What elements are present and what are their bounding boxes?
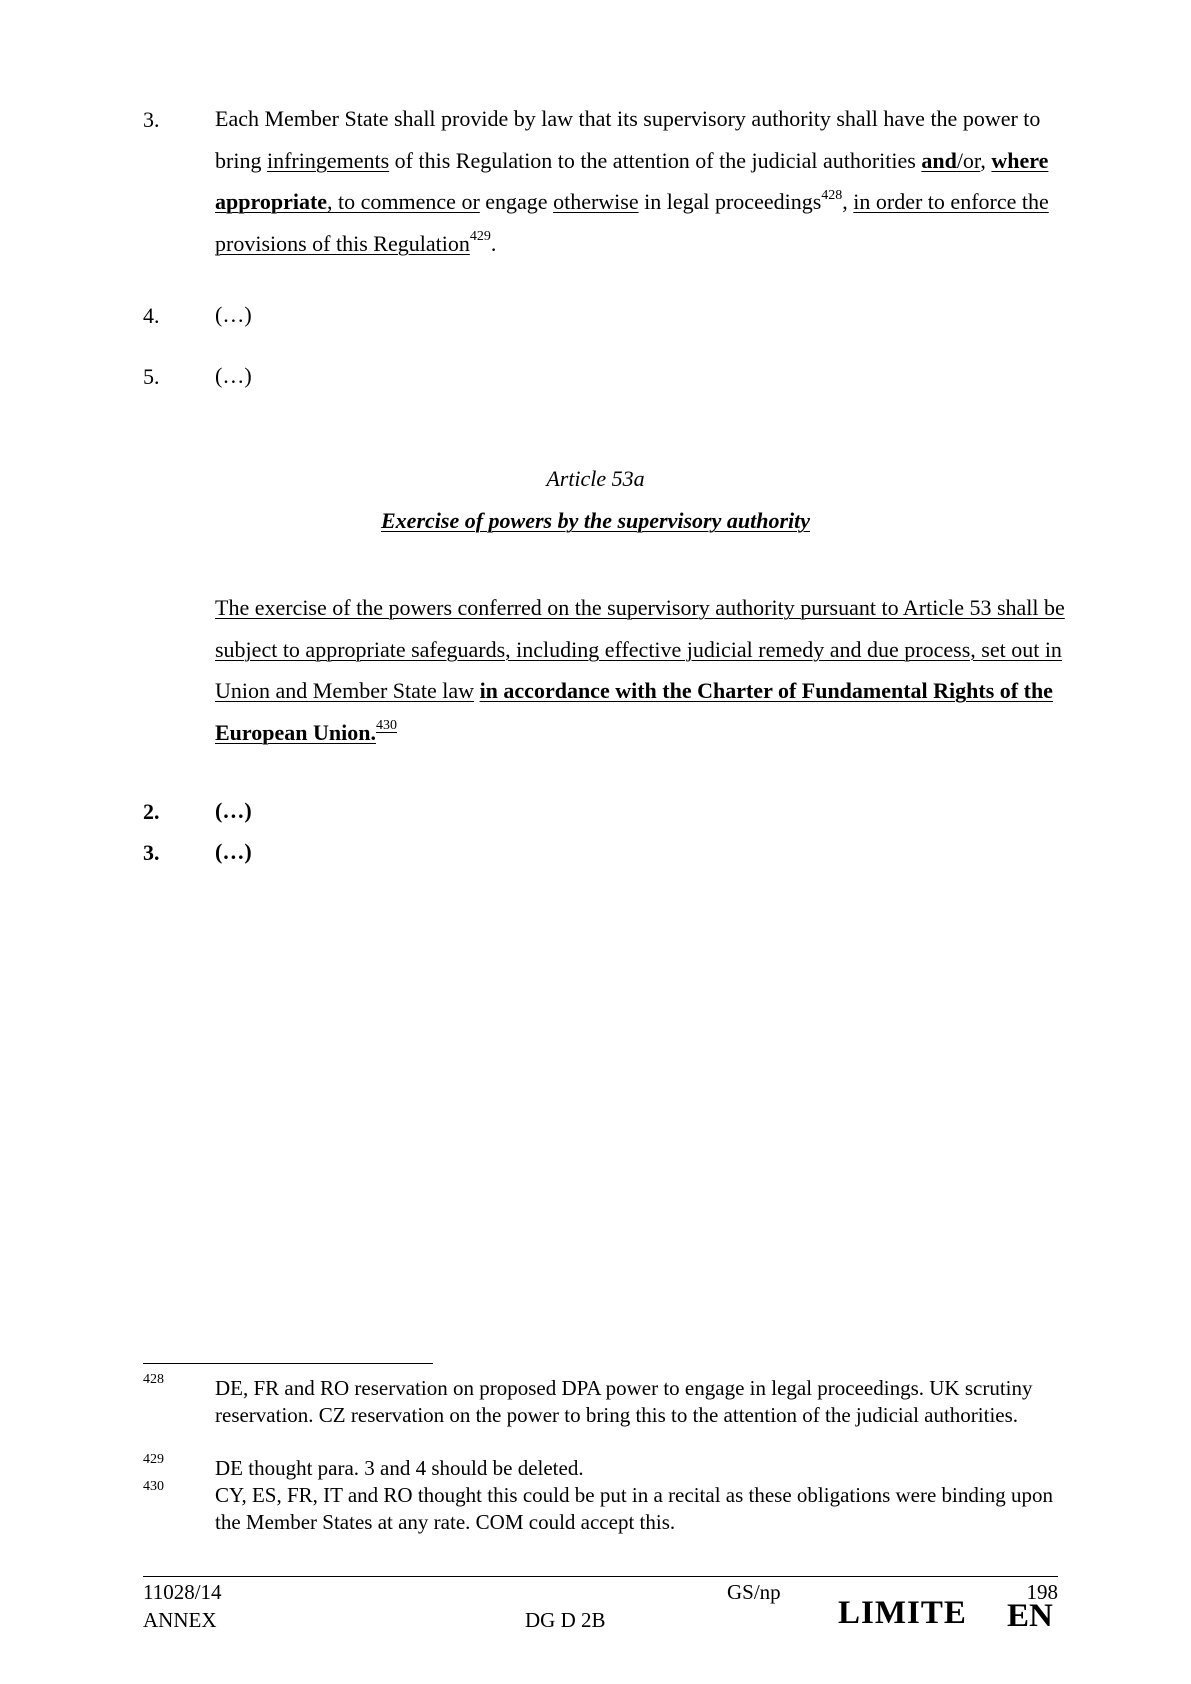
footer-separator (143, 1576, 1058, 1577)
paragraph-number: 4. (143, 303, 160, 328)
article-title: Article 53a (546, 466, 645, 491)
article-item-text: (…) (215, 798, 252, 823)
paragraph-3-text: Each Member State shall provide by law that its supervisory authority shall have the power to bring infringements of this Regulation to the attention of the judicial authorities and/or, where appropriate, to commence or engage otherwise in legal proceedings$^{428}$, in order to enforce the provisions of this Regulation$^{429}$. (215, 106, 1049, 256)
paragraph-number: 3. (143, 107, 160, 132)
language-code: EN (1007, 1598, 1053, 1634)
article-body: The exercise of the powers conferred on the supervisory authority pursuant to Article 53 shall be subject to appropriate safeguards, including effective judicial remedy and due process, set out in Union and Member State law in accordance with the Charter of Fundamental Rights of the European Union.$^{430}$ (215, 595, 1065, 745)
footnote-number: 429 (143, 1452, 164, 1467)
footnote-text: CY, ES, FR, IT and RO thought this could be put in a recital as these obligations were binding upon the Member States at any rate. COM could accept this. (215, 1483, 1053, 1534)
directorate: DG D 2B (525, 1608, 606, 1632)
footnote-number: 430 (143, 1479, 164, 1494)
article-item-number: 3. (143, 840, 160, 865)
footnote-text: DE thought para. 3 and 4 should be deleted. (215, 1456, 584, 1480)
paragraph-number: 5. (143, 364, 160, 389)
paragraph-5-text: (…) (215, 363, 252, 388)
page-number: 198 (1026, 1580, 1058, 1604)
footnote-number: 428 (143, 1372, 164, 1387)
annex-label: ANNEX (143, 1608, 217, 1632)
article-item-text: (…) (215, 839, 252, 864)
footnote-text: DE, FR and RO reservation on proposed DPA power to engage in legal proceedings. UK scrutiny reservation. CZ reservation on the power to bring this to the attention of the judicial authorities. (215, 1376, 1033, 1427)
footnote-ref-429[interactable]: 429 (469, 229, 491, 245)
author-initials: GS/np (727, 1580, 781, 1604)
classification-label: LIMITE (838, 1595, 967, 1631)
article-heading: Exercise of powers by the supervisory authority (381, 508, 810, 533)
document-number: 11028/14 (143, 1580, 222, 1604)
footnote-ref-428[interactable]: 428 (821, 187, 843, 203)
footnote-separator (143, 1363, 433, 1364)
article-item-number: 2. (143, 799, 160, 824)
paragraph-4-text: (…) (215, 302, 252, 327)
footnote-ref-430[interactable]: 430 (375, 718, 397, 734)
